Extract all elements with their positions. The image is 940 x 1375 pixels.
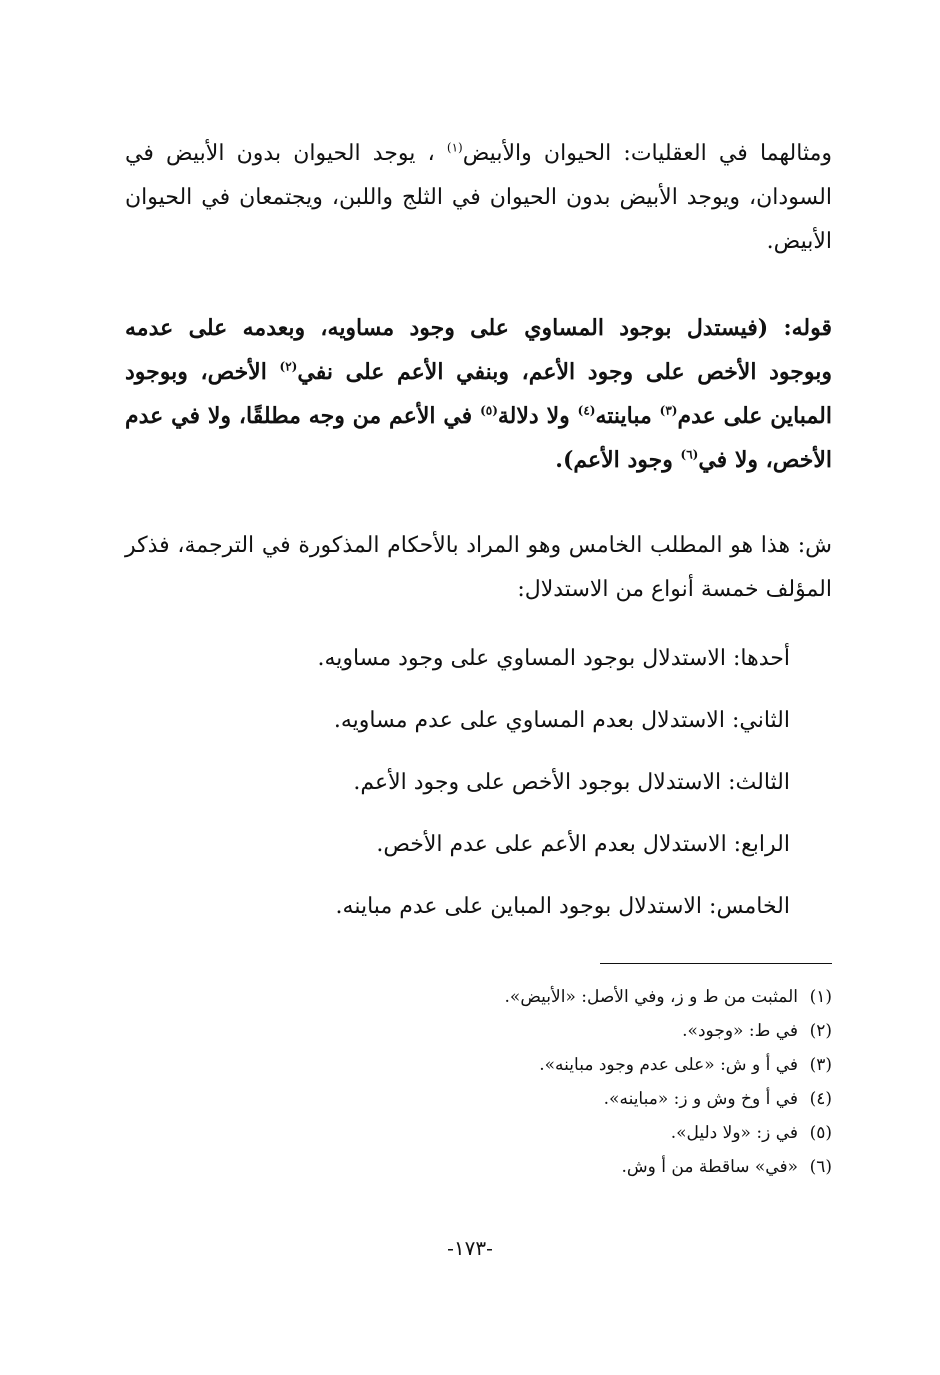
footnote-ref: (٣): [659, 403, 678, 418]
footnote-number: (٣): [809, 1055, 832, 1075]
footnote-ref: (٥): [480, 403, 498, 418]
footnote-text: في أ وخ وش و ز: «مباينه».: [603, 1089, 798, 1109]
footnote-text: في أ و ش: «على عدم وجود مباينه».: [539, 1055, 798, 1075]
footnote-divider: [600, 963, 832, 964]
footnotes: [312, 980, 832, 1184]
footnote-text: «في» ساقطة من أ وش.: [621, 1157, 798, 1177]
list-item: الرابع: الاستدلال بعدم الأعم على عدم الأخص.: [376, 832, 790, 857]
footnote: [312, 980, 832, 1014]
footnote: [312, 1082, 832, 1116]
footnote-text: في ز: «ولا دليل».: [670, 1123, 798, 1143]
footnote-text: المثبت من ط و ز، وفي الأصل: «الأبيض».: [504, 987, 798, 1007]
list-item: الثاني: الاستدلال بعدم المساوي على عدم مساويه.: [333, 708, 790, 733]
footnote-text: في ط: «وجود».: [682, 1021, 798, 1041]
paragraph-text: ش: هذا هو المطلب الخامس وهو المراد بالأحكام المذكورة في الترجمة، فذكر المؤلف خمسة أنواع من الاستدلال:: [125, 533, 832, 602]
quote-text: وجود الأعم).: [555, 447, 673, 473]
footnote: [312, 1014, 832, 1048]
list-item: الثالث: الاستدلال بوجود الأخص على وجود الأعم.: [353, 770, 790, 795]
paragraph-text: ومثالهما في العقليات: الحيوان والأبيض: [462, 141, 832, 166]
footnote-ref: (٦): [680, 447, 699, 462]
footnote-ref: (٢): [279, 359, 298, 374]
list-item: أحدها: الاستدلال بوجود المساوي على وجود مساويه.: [317, 646, 790, 671]
footnote: [312, 1116, 832, 1150]
footnote: [312, 1048, 832, 1082]
footnote-number: (٤): [809, 1089, 832, 1109]
paragraph-example: [125, 132, 832, 264]
quote-text: مباينته: [595, 403, 652, 429]
quote-text: الأخص، وبوجود المباين على عدم: [125, 359, 832, 429]
paragraph-quote: [125, 306, 832, 482]
list-item: الخامس: الاستدلال بوجود المباين على عدم مباينه.: [335, 894, 790, 919]
footnote-number: (١): [809, 987, 832, 1007]
footnote-ref: (٤): [577, 403, 596, 418]
footnote-number: (٦): [809, 1157, 832, 1177]
paragraph-commentary: [125, 524, 832, 612]
quote-text: في الأعم من وجه مطلقًا، ولا في عدم الأخص، ولا في: [125, 403, 832, 473]
page-number: -١٧٣-: [447, 1236, 493, 1260]
footnote-ref: (١): [446, 140, 463, 155]
footnote-number: (٥): [809, 1123, 832, 1143]
footnote-number: (٢): [809, 1021, 832, 1041]
quote-text: قوله: (فيستدل بوجود المساوي على وجود مساويه، وبعدمه على عدمه وبوجود الأخص على وجود الأعم، وبنفي الأعم على نفي: [125, 315, 832, 385]
inference-types-list: [230, 628, 790, 938]
quote-text: ولا دلالة: [497, 403, 570, 429]
footnote: [312, 1150, 832, 1184]
paragraph-text: ، يوجد الحيوان بدون الأبيض في السودان، ويوجد الأبيض بدون الحيوان في الثلج واللبن، ويجتمعان في الحيوان الأبيض.: [125, 141, 832, 254]
